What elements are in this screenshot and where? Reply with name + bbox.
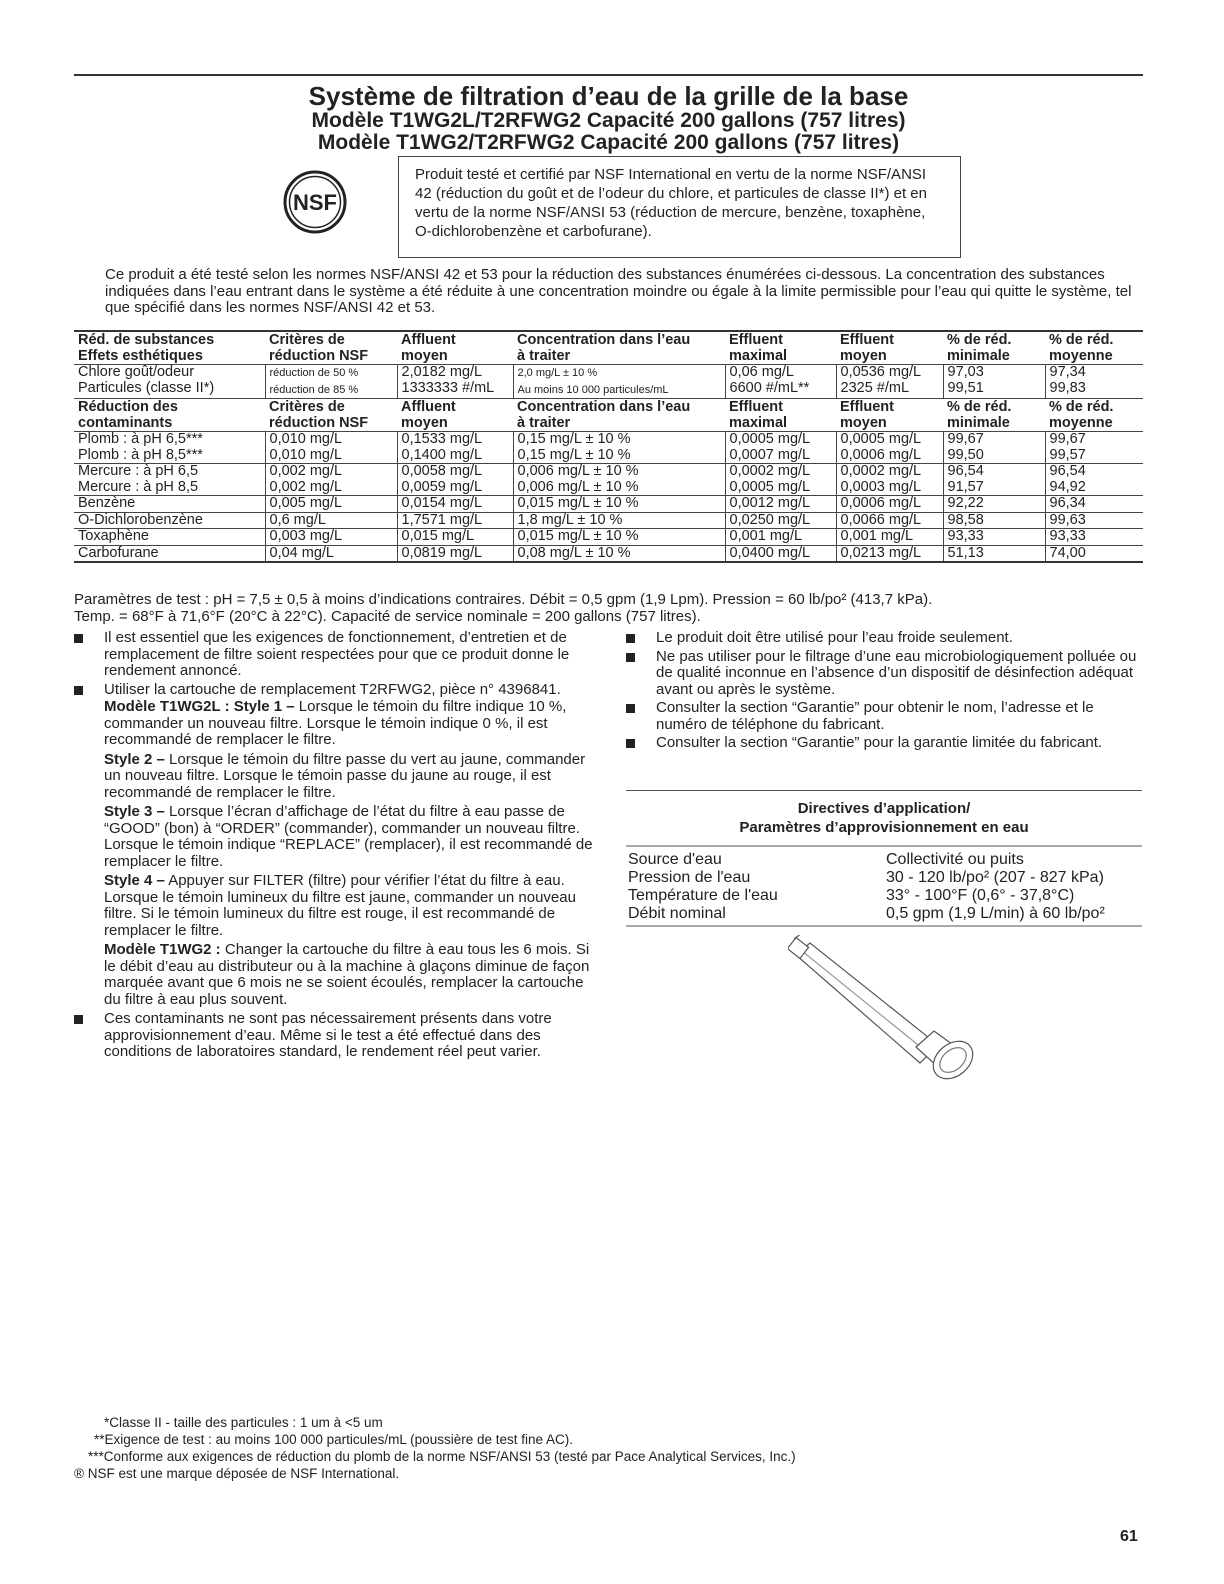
table-cell: 0,001 mg/L xyxy=(725,529,836,546)
table-row xyxy=(74,512,1143,529)
table-cell: Affluent moyen xyxy=(397,399,513,432)
table-cell: 0,0250 mg/L xyxy=(725,512,836,529)
table-cell: Toxaphène xyxy=(74,529,265,546)
table-row xyxy=(74,365,1143,399)
table-cell: 0,0154 mg/L xyxy=(397,496,513,513)
nsf-logo-text: NSF xyxy=(293,190,337,215)
table-cell: 97,34 99,83 xyxy=(1045,365,1143,399)
directives-title: Directives d’application/ Paramètres d’approvisionnement en eau xyxy=(739,800,1029,836)
table-cell: 0,003 mg/L xyxy=(265,529,397,546)
footnote: ® NSF est une marque déposée de NSF International. xyxy=(74,1466,400,1481)
table-cell: 0,002 mg/L 0,002 mg/L xyxy=(265,464,397,496)
water-filter-cartridge-illustration xyxy=(788,935,988,1085)
table-cell: Concentration dans l’eau à traiter xyxy=(513,331,725,365)
table-cell: 0,0002 mg/L 0,0005 mg/L xyxy=(725,464,836,496)
table-header-row xyxy=(74,399,1143,432)
table-cell: Affluent moyen xyxy=(397,331,513,365)
table-cell: O-Dichlorobenzène xyxy=(74,512,265,529)
table-cell: 0,0400 mg/L xyxy=(725,545,836,562)
table-cell: Effluent maximal xyxy=(725,331,836,365)
model-line-2: Modèle T1WG2/T2RFWG2 Capacité 200 gallons (757 litres) xyxy=(317,131,900,154)
table-cell: 98,58 xyxy=(943,512,1045,529)
table-cell: 0,005 mg/L xyxy=(265,496,397,513)
list-item: Consulter la section “Garantie” pour la garantie limitée du fabricant. xyxy=(626,735,1142,752)
right-column xyxy=(626,630,1142,754)
table-cell: 99,63 xyxy=(1045,512,1143,529)
table-cell: 0,0002 mg/L 0,0003 mg/L xyxy=(836,464,943,496)
table-cell: 0,015 mg/L ± 10 % xyxy=(513,529,725,546)
list-item: Il est essentiel que les exigences de fonctionnement, d’entretien et de remplacement de filtre soient respectées pour que ce produit donne le rendement annoncé. xyxy=(74,630,594,680)
table-cell: 0,0012 mg/L xyxy=(725,496,836,513)
table-row xyxy=(74,545,1143,562)
table-cell: Effluent moyen xyxy=(836,399,943,432)
table-cell: 2,0 mg/L ± 10 % Au moins 10 000 particules/mL xyxy=(513,365,725,399)
table-cell: 0,04 mg/L xyxy=(265,545,397,562)
table-cell: 0,1533 mg/L 0,1400 mg/L xyxy=(397,432,513,464)
table-row xyxy=(74,496,1143,513)
table-cell: 0,0536 mg/L 2325 #/mL xyxy=(836,365,943,399)
table-cell: 1,8 mg/L ± 10 % xyxy=(513,512,725,529)
table-cell: 0,001 mg/L xyxy=(836,529,943,546)
table-cell: Réduction des contaminants xyxy=(74,399,265,432)
table-cell: Effluent moyen xyxy=(836,331,943,365)
top-rule xyxy=(74,74,1143,76)
table-cell: 0,0006 mg/L xyxy=(836,496,943,513)
table-cell: 92,22 xyxy=(943,496,1045,513)
directives-row: Pression de l'eau 30 - 120 lb/po² (207 - 827 kPa) xyxy=(628,869,1104,886)
list-item: Le produit doit être utilisé pour l’eau froide seulement. xyxy=(626,630,1142,647)
list-item: Consulter la section “Garantie” pour obtenir le nom, l’adresse et le numéro de téléphone du fabricant. xyxy=(626,700,1142,733)
table-cell: 0,0005 mg/L 0,0007 mg/L xyxy=(725,432,836,464)
style-4-paragraph: Style 4 – Appuyer sur FILTER (filtre) pour vérifier l’état du filtre à eau. Lorsque le témoin lumineux du filtre est jaune, commander un nouveau filtre. Si le témoin lumineux du filtre est rouge, il est recommandé de remplacer le filtre. xyxy=(104,872,576,939)
table-cell: Benzène xyxy=(74,496,265,513)
list-item: Ne pas utiliser pour le filtrage d’une eau microbiologiquement polluée ou de qualité inconnue en l’absence d’un dispositif de désinfection adéquat avant ou après le système. xyxy=(626,649,1142,699)
table-cell: 99,67 99,50 xyxy=(943,432,1045,464)
page-title: Système de filtration d’eau de la grille de la base xyxy=(308,81,909,111)
directives-row: Source d'eau Collectivité ou puits xyxy=(628,851,1024,868)
table-cell: 1,7571 mg/L xyxy=(397,512,513,529)
footnote: *Classe II - taille des particules : 1 um à <5 um xyxy=(104,1415,383,1430)
test-parameters-line-1: Paramètres de test : pH = 7,5 ± 0,5 à moins d’indications contraires. Débit = 0,5 gpm (1,9 Lpm). Pression = 60 lb/po² (413,7 kPa). xyxy=(74,591,933,608)
table-cell: réduction de 50 % réduction de 85 % xyxy=(265,365,397,399)
table-cell: Mercure : à pH 6,5 Mercure : à pH 8,5 xyxy=(74,464,265,496)
footnote: **Exigence de test : au moins 100 000 particules/mL (poussière de test fine AC). xyxy=(94,1432,574,1447)
table-cell: Réd. de substances Effets esthétiques xyxy=(74,331,265,365)
list-item: Ces contaminants ne sont pas nécessairement présents dans votre approvisionnement d’eau. Même si le test a été effectué dans des conditions de laboratoires standard, le rendement réel peut varier. xyxy=(74,1011,594,1061)
table-cell: 96,54 91,57 xyxy=(943,464,1045,496)
table-cell: Effluent maximal xyxy=(725,399,836,432)
table-cell: 0,0005 mg/L 0,0006 mg/L xyxy=(836,432,943,464)
table-cell: Plomb : à pH 6,5*** Plomb : à pH 8,5*** xyxy=(74,432,265,464)
model-t1wg2-paragraph: Modèle T1WG2 : Changer la cartouche du filtre à eau tous les 6 mois. Si le débit d’eau au distributeur ou à la machine à glaçons diminue de façon marquée avant que 6 mois ne se soient écoulés, remplacer la cartouche du filtre à eau plus souvent. xyxy=(104,941,590,1008)
directives-table xyxy=(626,845,1142,927)
directives-row: Débit nominal 0,5 gpm (1,9 L/min) à 60 lb/po² xyxy=(628,905,1105,922)
title-block xyxy=(74,82,1143,154)
table-cell: 96,54 94,92 xyxy=(1045,464,1143,496)
style-2-paragraph: Style 2 – Lorsque le témoin du filtre passe du vert au jaune, commander un nouveau filtre. Lorsque le témoin passe du jaune au rouge, il est recommandé de remplacer le filtre. xyxy=(104,750,586,801)
table-cell: % de réd. minimale xyxy=(943,399,1045,432)
table-row xyxy=(74,529,1143,546)
table-cell: 93,33 xyxy=(1045,529,1143,546)
table-cell: Critères de réduction NSF xyxy=(265,399,397,432)
table-cell: 51,13 xyxy=(943,545,1045,562)
table-cell: 2,0182 mg/L 1333333 #/mL xyxy=(397,365,513,399)
table-cell: 0,015 mg/L ± 10 % xyxy=(513,496,725,513)
table-cell: % de réd. moyenne xyxy=(1045,399,1143,432)
table-cell: Concentration dans l’eau à traiter xyxy=(513,399,725,432)
table-cell: 0,06 mg/L 6600 #/mL** xyxy=(725,365,836,399)
table-cell: 0,0058 mg/L 0,0059 mg/L xyxy=(397,464,513,496)
table-cell: 0,015 mg/L xyxy=(397,529,513,546)
style-3-paragraph: Style 3 – Lorsque l’écran d’affichage de l’état du filtre à eau passe de “GOOD” (bon) à “ORDER” (commander), commander un nouveau filtre. Lorsque le témoin indique “REPLACE” (remplacer), il est recommandé de remplacer le filtre. xyxy=(104,803,593,870)
table-cell: 0,0066 mg/L xyxy=(836,512,943,529)
table-cell: 93,33 xyxy=(943,529,1045,546)
directives-row: Température de l'eau 33° - 100°F (0,6° - 37,8°C) xyxy=(628,887,1075,904)
left-column xyxy=(74,630,594,1063)
table-cell: 74,00 xyxy=(1045,545,1143,562)
table-cell: % de réd. minimale xyxy=(943,331,1045,365)
reduction-table xyxy=(74,330,1143,563)
certification-box: Produit testé et certifié par NSF International en vertu de la norme NSF/ANSI 42 (réduction du goût et de l’odeur du chlore, et particules de classe II*) et en vertu de la norme NSF/ANSI 53 (réduction de mercure, benzène, toxaphène, O-dichlorobenzène et carbofurane). xyxy=(398,156,961,258)
application-directives xyxy=(626,790,1142,927)
table-row xyxy=(74,432,1143,464)
table-cell: % de réd. moyenne xyxy=(1045,331,1143,365)
table-cell: 97,03 99,51 xyxy=(943,365,1045,399)
table-row xyxy=(74,464,1143,496)
footnote: ***Conforme aux exigences de réduction du plomb de la norme NSF/ANSI 53 (testé par Pace Analytical Services, Inc.) xyxy=(88,1449,796,1464)
nsf-logo xyxy=(283,170,347,234)
table-cell: 0,010 mg/L 0,010 mg/L xyxy=(265,432,397,464)
test-parameters-line-2: Temp. = 68°F à 71,6°F (20°C à 22°C). Capacité de service nominale = 200 gallons (757 litres). xyxy=(74,607,701,625)
model-line-1: Modèle T1WG2L/T2RFWG2 Capacité 200 gallons (757 litres) xyxy=(311,109,906,132)
table-cell: 0,0213 mg/L xyxy=(836,545,943,562)
table-cell: Chlore goût/odeur Particules (classe II*) xyxy=(74,365,265,399)
table-header-row xyxy=(74,331,1143,365)
intro-paragraph: Ce produit a été testé selon les normes NSF/ANSI 42 et 53 pour la réduction des substances énumérées ci-dessous. La concentration des substances indiquées dans l’eau entrant dans le système a été réduite à une concentration moindre ou égale à la limite permissible pour l’eau qui quitte le système, tel que spécifié dans les normes NSF/ANSI 42 et 53. xyxy=(105,266,1132,316)
footnotes xyxy=(74,1414,796,1482)
table-cell: 0,15 mg/L ± 10 % 0,15 mg/L ± 10 % xyxy=(513,432,725,464)
table-cell: 0,006 mg/L ± 10 % 0,006 mg/L ± 10 % xyxy=(513,464,725,496)
page-number: 61 xyxy=(1120,1528,1138,1545)
table-cell: 99,67 99,57 xyxy=(1045,432,1143,464)
test-parameters xyxy=(74,592,1154,625)
table-cell: 0,6 mg/L xyxy=(265,512,397,529)
table-cell: 0,08 mg/L ± 10 % xyxy=(513,545,725,562)
table-cell: Critères de réduction NSF xyxy=(265,331,397,365)
table-cell: 0,0819 mg/L xyxy=(397,545,513,562)
table-cell: 96,34 xyxy=(1045,496,1143,513)
style-1-paragraph: Modèle T1WG2L : Style 1 – Lorsque le témoin du filtre indique 10 %, commander un nouveau filtre. Lorsque le témoin indique 0 %, il est recommandé de remplacer le filtre. xyxy=(104,698,567,748)
list-item: Utiliser la cartouche de remplacement T2RFWG2, pièce n° 4396841. Modèle T1WG2L : Style 1 – Lorsque le témoin du filtre indique 10 %, commander un nouveau filtre. Lorsque le témoin indique 0 %, il est recommandé de remplacer le filtre. Style 2 – Lorsque le témoin du filtre passe du vert au jaune, commander un nouveau filtre. Lorsque le témoin passe du jaune au rouge, il est recommandé de remplacer le filtre. Style 3 – Lorsque l’écran d’affichage de l’état du filtre à eau passe de “GOOD” (bon) à “ORDER” (commander), commander un nouveau filtre. Lorsque le témoin indique “REPLACE” (remplacer), il est recommandé de remplacer le filtre. Style 4 – Appuyer sur FILTER (filtre) pour vérifier l’état du filtre à eau. Lorsque le témoin lumineux du filtre est jaune, commander un nouveau filtre. Si le témoin lumineux du filtre est rouge, il est recommandé de remplacer le filtre. Modèle T1WG2 : Changer la cartouche du filtre à eau tous les 6 mois. Si le débit d’eau au distributeur ou à la machine à glaçons diminue de façon marquée avant que 6 mois ne se soient écoulés, remplacer la cartouche du filtre à eau plus souvent. xyxy=(74,682,594,1009)
table-cell: Carbofurane xyxy=(74,545,265,562)
